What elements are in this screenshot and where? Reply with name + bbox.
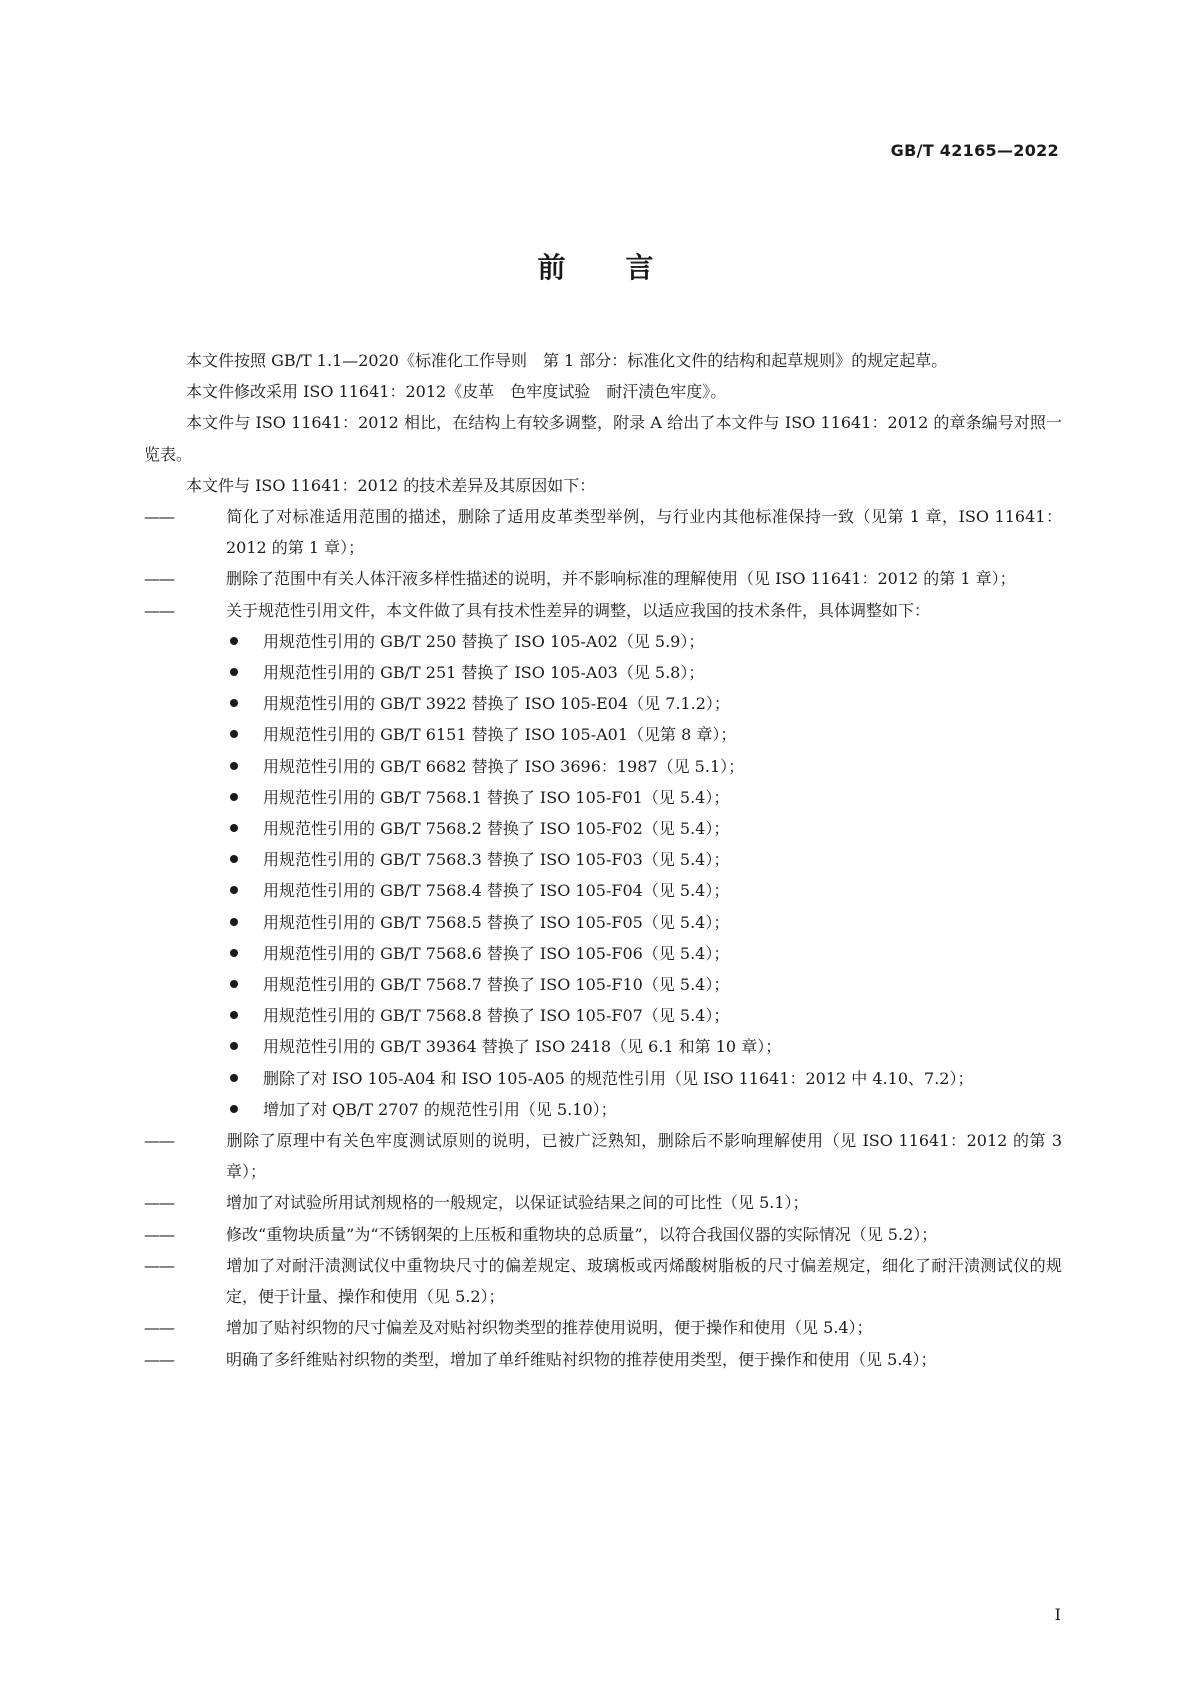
list-item-text: 用规范性引用的 GB/T 6151 替换了 ISO 105-A01（见第 8 章）； bbox=[263, 725, 737, 745]
difference-item bbox=[144, 1125, 1062, 1187]
difference-item bbox=[144, 1187, 1062, 1218]
dash-marker: —— bbox=[144, 1349, 174, 1369]
page-number: I bbox=[1054, 1605, 1061, 1624]
difference-item bbox=[144, 563, 1062, 594]
list-item bbox=[228, 1094, 1062, 1125]
list-item-text: 增加了对 QB/T 2707 的规范性引用（见 5.10）； bbox=[263, 1099, 617, 1119]
paragraph: 本文件与 ISO 11641：2012 的技术差异及其原因如下： bbox=[186, 475, 596, 495]
list-item bbox=[228, 907, 1062, 938]
difference-item bbox=[144, 501, 1062, 563]
dash-marker: —— bbox=[144, 1255, 174, 1275]
difference-text: 增加了对耐汗渍测试仪中重物块尺寸的偏差规定、玻璃板或丙烯酸树脂板的尺寸偏差规定，细化了耐汗渍测试仪的规定，便于计量、操作和使用（见 5.2）； bbox=[226, 1255, 1062, 1307]
difference-text: 简化了对标准适用范围的描述，删除了适用皮革类型举例，与行业内其他标准保持一致（见第 1 章，ISO 11641：2012 的第 1 章）； bbox=[226, 507, 1062, 558]
list-item bbox=[228, 1000, 1062, 1031]
dash-marker: —— bbox=[144, 507, 174, 527]
list-item-text: 用规范性引用的 GB/T 7568.7 替换了 ISO 105-F10（见 5.4）； bbox=[263, 975, 730, 995]
document-id: GB/T 42165—2022 bbox=[890, 141, 1059, 160]
bullet-icon bbox=[230, 980, 238, 988]
difference-text: 删除了范围中有关人体汗液多样性描述的说明，并不影响标准的理解使用（见 ISO 11641：2012 的第 1 章）； bbox=[226, 569, 1016, 589]
bullet-icon bbox=[230, 762, 238, 770]
list-item-text: 用规范性引用的 GB/T 6682 替换了 ISO 3696：1987（见 5.1）； bbox=[263, 756, 745, 776]
list-item bbox=[228, 782, 1062, 813]
dash-marker: —— bbox=[144, 1131, 174, 1151]
list-item bbox=[228, 626, 1062, 657]
list-item bbox=[228, 813, 1062, 844]
bullet-icon bbox=[230, 637, 238, 645]
bullet-icon bbox=[230, 793, 238, 801]
difference-text: 增加了贴衬织物的尺寸偏差及对贴衬织物类型的推荐使用说明，便于操作和使用（见 5.4）； bbox=[226, 1318, 873, 1338]
list-item bbox=[228, 938, 1062, 969]
list-item-text: 用规范性引用的 GB/T 39364 替换了 ISO 2418（见 6.1 和第 10 章）； bbox=[263, 1037, 782, 1057]
bullet-icon bbox=[230, 824, 238, 832]
list-item bbox=[228, 969, 1062, 1000]
difference-text: 关于规范性引用文件，本文件做了具有技术性差异的调整，以适应我国的技术条件，具体调整如下： bbox=[226, 600, 931, 620]
list-item bbox=[228, 719, 1062, 750]
list-item-text: 用规范性引用的 GB/T 7568.3 替换了 ISO 105-F03（见 5.4）； bbox=[263, 850, 730, 870]
dash-marker: —— bbox=[144, 1193, 174, 1213]
difference-item bbox=[144, 1250, 1062, 1312]
bullet-icon bbox=[230, 949, 238, 957]
difference-item bbox=[144, 1312, 1062, 1343]
bullet-icon bbox=[230, 1011, 238, 1019]
list-item-text: 用规范性引用的 GB/T 7568.4 替换了 ISO 105-F04（见 5.4）； bbox=[263, 881, 730, 901]
reference-changes-list bbox=[144, 626, 1062, 1125]
list-item-text: 用规范性引用的 GB/T 7568.6 替换了 ISO 105-F06（见 5.4）； bbox=[263, 943, 730, 963]
list-item-text: 用规范性引用的 GB/T 250 替换了 ISO 105-A02（见 5.9）； bbox=[263, 631, 705, 651]
bullet-icon bbox=[230, 886, 238, 894]
bullet-icon bbox=[230, 1074, 238, 1082]
difference-text: 修改“重物块质量”为“不锈钢架的上压板和重物块的总质量”，以符合我国仪器的实际情况（见 5.2）； bbox=[226, 1224, 938, 1244]
list-item-text: 用规范性引用的 GB/T 3922 替换了 ISO 105-E04（见 7.1.2）； bbox=[263, 694, 730, 714]
paragraph: 本文件修改采用 ISO 11641：2012《皮革 色牢度试验 耐汗渍色牢度》。 bbox=[186, 382, 727, 402]
dash-marker: —— bbox=[144, 600, 174, 620]
bullet-icon bbox=[230, 730, 238, 738]
bullet-icon bbox=[230, 855, 238, 863]
difference-item bbox=[144, 1219, 1062, 1250]
difference-text: 删除了原理中有关色牢度测试原则的说明，已被广泛熟知，删除后不影响理解使用（见 ISO 11641：2012 的第 3 章）； bbox=[226, 1131, 1062, 1182]
bullet-icon bbox=[230, 1105, 238, 1113]
list-item-text: 用规范性引用的 GB/T 251 替换了 ISO 105-A03（见 5.8）； bbox=[263, 663, 705, 683]
dash-marker: —— bbox=[144, 569, 174, 589]
paragraph: 本文件按照 GB/T 1.1—2020《标准化工作导则 第 1 部分：标准化文件的结构和起草规则》的规定起草。 bbox=[186, 351, 948, 370]
list-item-text: 用规范性引用的 GB/T 7568.1 替换了 ISO 105-F01（见 5.4）； bbox=[263, 787, 730, 807]
list-item bbox=[228, 1063, 1062, 1094]
list-item bbox=[228, 751, 1062, 782]
page-title: 前言 bbox=[537, 251, 714, 284]
difference-text: 明确了多纤维贴衬织物的类型，增加了单纤维贴衬织物的推荐使用类型，便于操作和使用（见 5.4）； bbox=[226, 1349, 937, 1369]
dash-marker: —— bbox=[144, 1224, 174, 1244]
bullet-icon bbox=[230, 1042, 238, 1050]
dash-marker: —— bbox=[144, 1318, 174, 1338]
list-item bbox=[228, 844, 1062, 875]
difference-item bbox=[144, 1344, 1062, 1375]
list-item bbox=[228, 1031, 1062, 1062]
list-item-text: 用规范性引用的 GB/T 7568.2 替换了 ISO 105-F02（见 5.4）； bbox=[263, 819, 730, 839]
difference-text: 增加了对试验所用试剂规格的一般规定，以保证试验结果之间的可比性（见 5.1）； bbox=[226, 1193, 809, 1213]
list-item-text: 用规范性引用的 GB/T 7568.5 替换了 ISO 105-F05（见 5.4）； bbox=[263, 912, 730, 932]
list-item bbox=[228, 657, 1062, 688]
difference-item bbox=[144, 595, 1062, 626]
bullet-icon bbox=[230, 918, 238, 926]
list-item bbox=[228, 688, 1062, 719]
list-item-text: 用规范性引用的 GB/T 7568.8 替换了 ISO 105-F07（见 5.4）； bbox=[263, 1006, 730, 1026]
list-item bbox=[228, 875, 1062, 906]
bullet-icon bbox=[230, 668, 238, 676]
bullet-icon bbox=[230, 699, 238, 707]
paragraph: 本文件与 ISO 11641：2012 相比，在结构上有较多调整，附录 A 给出了本文件与 ISO 11641：2012 的章条编号对照一览表。 bbox=[144, 413, 1062, 464]
foreword-body bbox=[144, 345, 1062, 1375]
list-item-text: 删除了对 ISO 105-A04 和 ISO 105-A05 的规范性引用（见 ISO 11641：2012 中 4.10、7.2）； bbox=[263, 1068, 974, 1088]
